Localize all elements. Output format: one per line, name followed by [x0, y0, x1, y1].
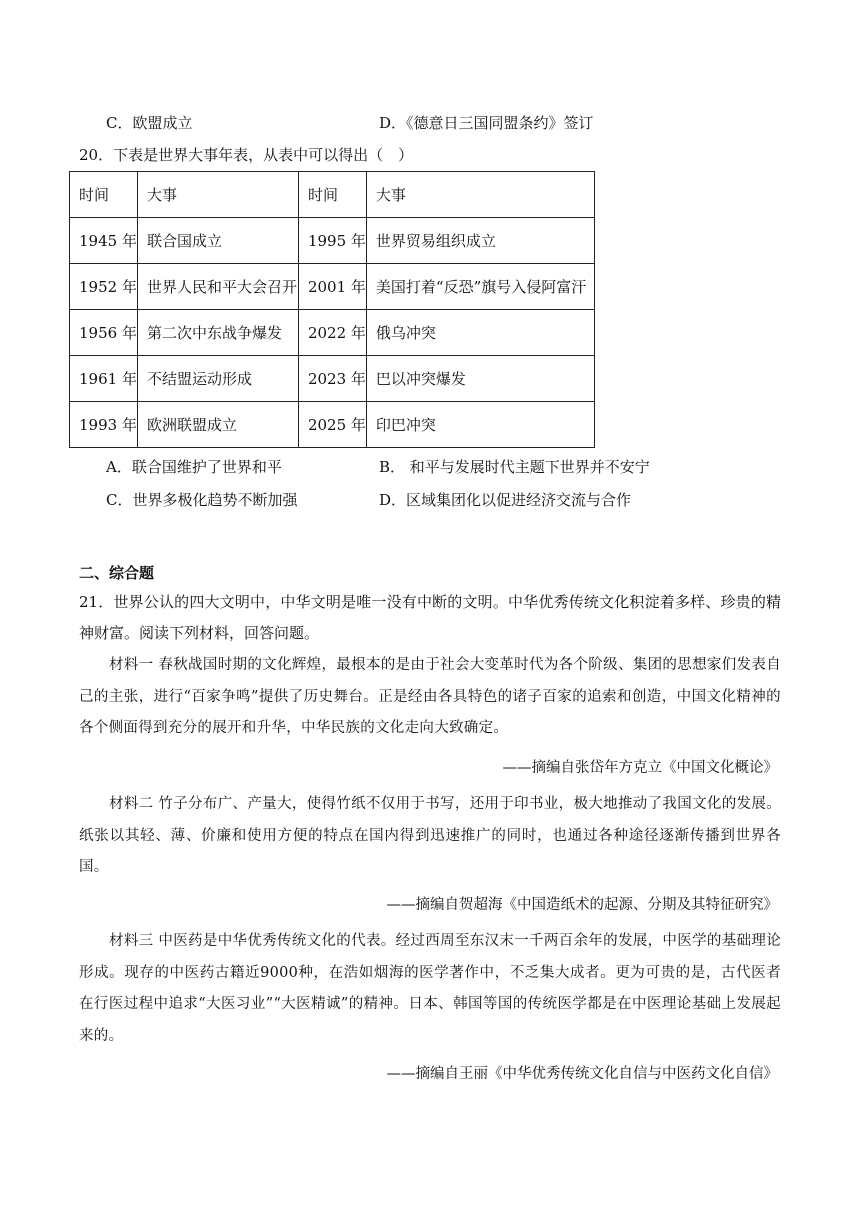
material-1-source: ——摘编自张岱年方克立《中国文化概论》 — [502, 760, 778, 776]
q21-stem: 21．世界公认的四大文明中，中华文明是唯一没有中断的文明。中华优秀传统文化积淀着多样、珍贵的精神财富。阅读下列材料，回答问题。 — [79, 593, 781, 642]
material-2-source: ——摘编自贺超海《中国造纸术的起源、分期及其特征研究》 — [386, 897, 778, 913]
q19-option-c: C．欧盟成立 — [106, 114, 193, 132]
header-cell: 时间 — [70, 172, 138, 218]
header-cell: 大事 — [137, 172, 298, 218]
table-cell: 巴以冲突爆发 — [366, 356, 594, 402]
q20-option-b: B． 和平与发展时代主题下世界并不安宁 — [379, 458, 650, 476]
q20-option-a: A．联合国维护了世界和平 — [106, 458, 282, 476]
table-cell: 1993 年 — [70, 402, 138, 448]
q20-option-d: D．区域集团化以促进经济交流与合作 — [379, 491, 632, 509]
table-cell: 联合国成立 — [137, 218, 298, 264]
table-row — [70, 310, 595, 356]
table-cell: 美国打着“反恐”旗号入侵阿富汗 — [366, 264, 594, 310]
table-cell: 世界人民和平大会召开 — [137, 264, 298, 310]
table-cell: 第二次中东战争爆发 — [137, 310, 298, 356]
table-cell: 2025 年 — [298, 402, 366, 448]
table-cell: 世界贸易组织成立 — [366, 218, 594, 264]
table-header-row — [70, 172, 595, 218]
table-cell: 1945 年 — [70, 218, 138, 264]
material-3: 材料三 中医药是中华优秀传统文化的代表。经过西周至东汉末一千两百余年的发展，中医学的基础理论形成。现存的中医药古籍近9000种，在浩如烟海的医学著作中，不乏集大成者。更为可贵的是，古代医者在行医过程中追求“大医习业”“大医精诚”的精神。日本、韩国等国的传统医学都是在中医理论基础上发展起来的。 — [79, 933, 781, 1044]
header-cell: 大事 — [366, 172, 594, 218]
material-1: 材料一 春秋战国时期的文化辉煌，最根本的是由于社会大变革时代为各个阶级、集团的思想家们发表自己的主张，进行“百家争鸣”提供了历史舞台。正是经由各具特色的诸子百家的追索和创造，中国文化精神的各个侧面得到充分的展开和升华，中华民族的文化走向大致确定。 — [79, 657, 781, 736]
table-cell: 印巴冲突 — [366, 402, 594, 448]
world-events-table — [69, 171, 595, 448]
q20-stem: 20．下表是世界大事年表，从表中可以得出（ ） — [79, 146, 414, 164]
table-cell: 不结盟运动形成 — [137, 356, 298, 402]
table-cell: 1956 年 — [70, 310, 138, 356]
table-cell: 1952 年 — [70, 264, 138, 310]
material-2: 材料二 竹子分布广、产量大，使得竹纸不仅用于书写，还用于印书业，极大地推动了我国文化的发展。纸张以其轻、薄、价廉和使用方便的特点在国内得到迅速推广的同时，也通过各种途径逐渐传播到世界各国。 — [79, 796, 781, 875]
table-cell: 2022 年 — [298, 310, 366, 356]
table-cell: 1995 年 — [298, 218, 366, 264]
material-3-source: ——摘编自王丽《中华优秀传统文化自信与中医药文化自信》 — [386, 1066, 778, 1082]
table-cell: 1961 年 — [70, 356, 138, 402]
table-cell: 2023 年 — [298, 356, 366, 402]
q20-option-c: C．世界多极化趋势不断加强 — [106, 491, 298, 509]
table-cell: 欧洲联盟成立 — [137, 402, 298, 448]
table-cell: 2001 年 — [298, 264, 366, 310]
table-row — [70, 264, 595, 310]
q19-option-d: D．《德意日三国同盟条约》签订 — [379, 114, 594, 132]
table-row — [70, 218, 595, 264]
header-cell: 时间 — [298, 172, 366, 218]
table-cell: 俄乌冲突 — [366, 310, 594, 356]
table-row — [70, 356, 595, 402]
section-title: 二、综合题 — [79, 564, 155, 582]
table-row — [70, 402, 595, 448]
